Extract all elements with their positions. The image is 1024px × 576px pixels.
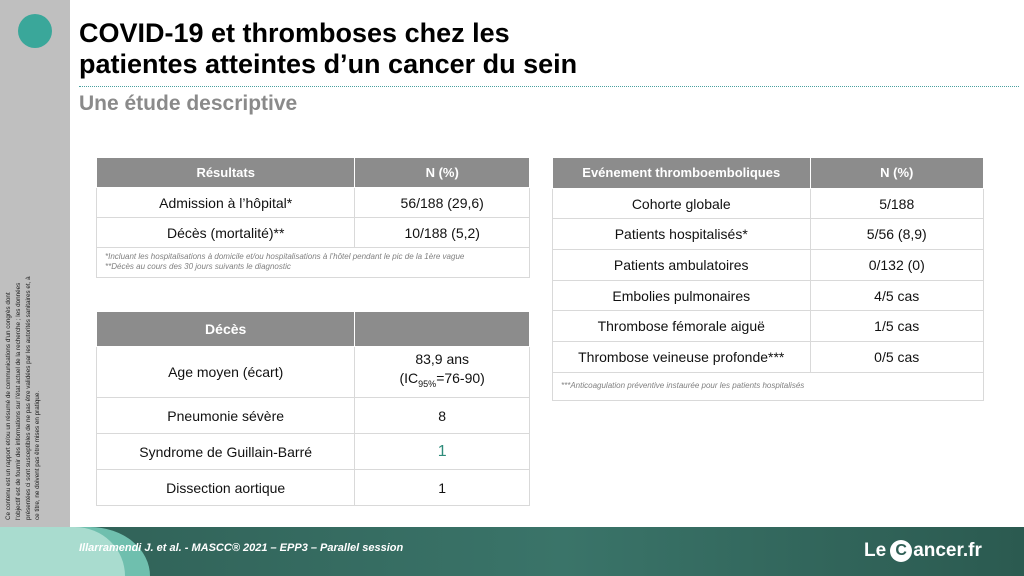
row-label: Pneumonie sévère <box>97 398 355 434</box>
row-value: 4/5 cas <box>810 280 984 311</box>
ci-suffix: =76-90) <box>436 370 485 387</box>
row-label: Décès (mortalité)** <box>97 218 355 248</box>
table-row <box>97 347 530 398</box>
table-row <box>97 470 530 506</box>
table-row <box>553 250 984 281</box>
footer-citation: Illarramendi J. et al. - MASCC® 2021 – EPP3 – Parallel session <box>79 542 404 554</box>
disclaimer-line: présentées ci sont susceptibles de ne pas être validées par les autorités sanitaires et, à <box>24 276 32 520</box>
slide-title <box>79 18 779 80</box>
header-cell: N (%) <box>355 158 530 188</box>
table-row <box>553 342 984 373</box>
table-row <box>97 434 530 470</box>
table-row <box>553 219 984 250</box>
disclaimer-line: l'objectif est de fournir des informations sur l'état actuel de la recherche ; les données <box>14 282 22 520</box>
slide-subtitle: Une étude descriptive <box>79 92 298 115</box>
row-label: Thrombose veineuse profonde*** <box>553 342 811 373</box>
confidence-interval <box>355 369 529 394</box>
deaths-table <box>96 311 530 506</box>
row-label: Dissection aortique <box>97 470 355 506</box>
logo-prefix: Le <box>864 540 887 561</box>
header-cell: N (%) <box>810 158 984 189</box>
ci-prefix: (IC <box>399 370 419 387</box>
header-cell: Evénement thromboemboliques <box>553 158 811 189</box>
ci-subscript: 95% <box>418 378 437 389</box>
table-row <box>97 188 530 218</box>
table-row <box>553 280 984 311</box>
row-label: Embolies pulmonaires <box>553 280 811 311</box>
table-footnote: ***Anticoagulation préventive instaurée pour les patients hospitalisés <box>553 372 984 400</box>
footnote-line: **Décès au cours des 30 jours suivants le diagnostic <box>105 262 291 272</box>
row-label: Cohorte globale <box>553 188 811 219</box>
row-value: 1 <box>355 434 530 470</box>
title-divider <box>79 86 1019 87</box>
row-value: 5/188 <box>810 188 984 219</box>
mean-age-value: 83,9 ans <box>415 351 470 368</box>
row-value <box>355 347 530 398</box>
table-header-row <box>97 312 530 347</box>
row-value: 8 <box>355 398 530 434</box>
table-note-row <box>553 372 984 400</box>
logo-c-icon: C <box>890 540 912 562</box>
disclaimer-text <box>4 210 64 520</box>
row-value: 1 <box>355 470 530 506</box>
header-cell <box>355 312 530 347</box>
row-value: 0/5 cas <box>810 342 984 373</box>
header-cell: Décès <box>97 312 355 347</box>
title-line-1: COVID-19 et thromboses chez les <box>79 18 510 48</box>
table-row <box>553 188 984 219</box>
table-header-row <box>553 158 984 189</box>
row-value: 1/5 cas <box>810 311 984 342</box>
row-label: Patients ambulatoires <box>553 250 811 281</box>
header-cell: Résultats <box>97 158 355 188</box>
table-row <box>97 398 530 434</box>
table-note-row <box>97 248 530 278</box>
lecancer-logo <box>864 536 982 566</box>
logo-suffix: ancer.fr <box>913 540 982 561</box>
row-label: Admission à l’hôpital* <box>97 188 355 218</box>
row-value: 5/56 (8,9) <box>810 219 984 250</box>
title-line-2: patientes atteintes d’un cancer du sein <box>79 49 578 79</box>
disclaimer-line: Ce contenu est un rapport et/ou un résumé de communications d'un congrès dont <box>5 292 12 520</box>
table-row <box>553 311 984 342</box>
row-label: Syndrome de Guillain-Barré <box>97 434 355 470</box>
row-value: 0/132 (0) <box>810 250 984 281</box>
row-value: 10/188 (5,2) <box>355 218 530 248</box>
row-label: Thrombose fémorale aiguë <box>553 311 811 342</box>
decorative-dot <box>18 14 52 48</box>
disclaimer-line: ce titre, ne doivent pas être mises en pratique. <box>34 390 42 520</box>
thromboembolic-events-table <box>552 157 984 401</box>
row-label: Age moyen (écart) <box>97 347 355 398</box>
table-footnote <box>97 248 530 278</box>
table-row <box>97 218 530 248</box>
results-table <box>96 157 530 278</box>
footnote-line: *Incluant les hospitalisations à domicile et/ou hospitalisations à l’hôtel pendant le pic de la 1ère vague <box>105 252 465 261</box>
table-header-row <box>97 158 530 188</box>
row-value: 56/188 (29,6) <box>355 188 530 218</box>
row-label: Patients hospitalisés* <box>553 219 811 250</box>
